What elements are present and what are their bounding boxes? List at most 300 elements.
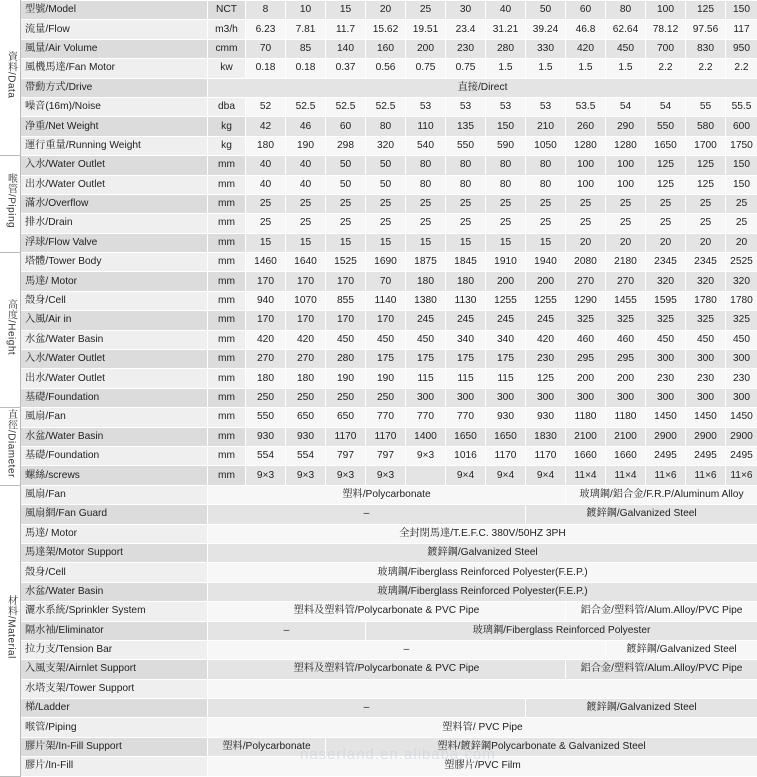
value-cell: 300 bbox=[566, 388, 606, 407]
value-cell: 1595 bbox=[646, 291, 686, 310]
value-cell: 15 bbox=[326, 233, 366, 252]
value-cell: 25 bbox=[606, 214, 646, 233]
value-cell: 1910 bbox=[486, 253, 526, 272]
value-cell: 25 bbox=[726, 194, 757, 213]
value-cell: 60 bbox=[326, 117, 366, 136]
value-cell: 80 bbox=[366, 117, 406, 136]
value-cell: 1.5 bbox=[606, 59, 646, 78]
value-cell: 97.56 bbox=[686, 20, 726, 39]
material-cell-b: 塑料/鍍鋅鋼Polycarbonate & Galvanized Steel bbox=[326, 737, 757, 756]
value-cell: 53.5 bbox=[566, 97, 606, 116]
material-cell-a: 塑料及塑料管/Polycarbonate & PVC Pipe bbox=[208, 660, 566, 679]
value-cell: 930 bbox=[526, 408, 566, 427]
row-label: 塔體/Tower Body bbox=[21, 253, 208, 272]
value-cell: 50 bbox=[526, 1, 566, 20]
unit-cell: mm bbox=[208, 388, 246, 407]
value-cell: 200 bbox=[526, 272, 566, 291]
value-cell: 9×3 bbox=[286, 466, 326, 485]
value-cell: 25 bbox=[406, 194, 446, 213]
value-cell: 940 bbox=[246, 291, 286, 310]
value-cell: 2345 bbox=[646, 253, 686, 272]
value-cell: 25 bbox=[486, 194, 526, 213]
unit-cell: mm bbox=[208, 369, 246, 388]
row-label: 膠片/In-Fill bbox=[21, 757, 208, 776]
value-cell: 300 bbox=[446, 388, 486, 407]
value-cell: 25 bbox=[566, 194, 606, 213]
value-cell: 2.2 bbox=[646, 59, 686, 78]
value-cell: 25 bbox=[686, 214, 726, 233]
value-cell: 53 bbox=[406, 97, 446, 116]
value-cell: 25 bbox=[406, 1, 446, 20]
value-cell: 260 bbox=[566, 117, 606, 136]
value-cell: 80 bbox=[526, 175, 566, 194]
value-cell: 230 bbox=[686, 369, 726, 388]
value-cell: 245 bbox=[446, 311, 486, 330]
value-cell: 52.5 bbox=[286, 97, 326, 116]
table-row bbox=[1, 446, 757, 465]
unit-cell: mm bbox=[208, 253, 246, 272]
value-cell: 15 bbox=[446, 233, 486, 252]
merged-value-cell: 直接/Direct bbox=[208, 78, 757, 97]
value-cell: 25 bbox=[326, 214, 366, 233]
value-cell: 115 bbox=[406, 369, 446, 388]
value-cell: 53 bbox=[526, 97, 566, 116]
row-label: 運行重量/Running Weight bbox=[21, 136, 208, 155]
value-cell: 2900 bbox=[686, 427, 726, 446]
merged-value-cell: 全封閉馬達/T.E.F.C. 380V/50HZ 3PH bbox=[208, 524, 757, 543]
value-cell: 0.56 bbox=[366, 59, 406, 78]
value-cell: 52 bbox=[246, 97, 286, 116]
value-cell: 25 bbox=[526, 194, 566, 213]
value-cell: 180 bbox=[246, 369, 286, 388]
value-cell: 15 bbox=[406, 233, 446, 252]
value-cell: 325 bbox=[566, 311, 606, 330]
value-cell: 9×3 bbox=[246, 466, 286, 485]
row-label: 拉力支/Tension Bar bbox=[21, 640, 208, 659]
value-cell: 40 bbox=[246, 156, 286, 175]
value-cell: 53 bbox=[486, 97, 526, 116]
row-label: 膠片架/In-Fill Support bbox=[21, 737, 208, 756]
row-label: 噪音(16m)/Noise bbox=[21, 97, 208, 116]
value-cell: 80 bbox=[446, 175, 486, 194]
table-row bbox=[1, 621, 757, 640]
value-cell: 85 bbox=[286, 39, 326, 58]
row-label: 入水/Water Outlet bbox=[21, 350, 208, 369]
value-cell: 700 bbox=[646, 39, 686, 58]
table-row bbox=[1, 39, 757, 58]
material-cell-b: 鍍鋅鋼/Galvanized Steel bbox=[606, 640, 757, 659]
value-cell: 1180 bbox=[606, 408, 646, 427]
value-cell: 230 bbox=[526, 350, 566, 369]
table-row bbox=[1, 602, 757, 621]
value-cell: 70 bbox=[366, 272, 406, 291]
value-cell: 2.2 bbox=[686, 59, 726, 78]
row-label: 殼身/Cell bbox=[21, 563, 208, 582]
row-label: 馬達/ Motor bbox=[21, 524, 208, 543]
table-row bbox=[1, 253, 757, 272]
section-label bbox=[1, 1, 21, 156]
value-cell: 40 bbox=[246, 175, 286, 194]
value-cell: 0.18 bbox=[286, 59, 326, 78]
value-cell: 9×4 bbox=[526, 466, 566, 485]
value-cell: 2900 bbox=[726, 427, 757, 446]
value-cell: 110 bbox=[406, 117, 446, 136]
section-title: 材料/Material bbox=[5, 595, 17, 660]
unit-cell: mm bbox=[208, 156, 246, 175]
value-cell: 1650 bbox=[646, 136, 686, 155]
value-cell: 300 bbox=[726, 388, 757, 407]
merged-value-cell: 玻璃鋼/Fiberglass Reinforced Polyester(F.E.P.) bbox=[208, 563, 757, 582]
value-cell: 1400 bbox=[406, 427, 446, 446]
value-cell: 420 bbox=[566, 39, 606, 58]
material-cell-a: – bbox=[208, 621, 366, 640]
table-row bbox=[1, 330, 757, 349]
value-cell: 125 bbox=[646, 156, 686, 175]
value-cell: 25 bbox=[486, 214, 526, 233]
value-cell: 20 bbox=[366, 1, 406, 20]
value-cell: 320 bbox=[646, 272, 686, 291]
value-cell: 0.18 bbox=[246, 59, 286, 78]
unit-cell: m3/h bbox=[208, 20, 246, 39]
value-cell: 15 bbox=[486, 233, 526, 252]
value-cell: 1845 bbox=[446, 253, 486, 272]
value-cell: 450 bbox=[326, 330, 366, 349]
value-cell: 230 bbox=[646, 369, 686, 388]
table-row bbox=[1, 136, 757, 155]
row-label: 入水/Water Outlet bbox=[21, 156, 208, 175]
value-cell: 1170 bbox=[526, 446, 566, 465]
row-label: 水塔支架/Tower Support bbox=[21, 679, 208, 698]
value-cell: 1070 bbox=[286, 291, 326, 310]
value-cell: 7.81 bbox=[286, 20, 326, 39]
value-cell: 40 bbox=[286, 156, 326, 175]
material-cell-a: – bbox=[208, 699, 526, 718]
value-cell: 25 bbox=[726, 214, 757, 233]
value-cell: 300 bbox=[606, 388, 646, 407]
value-cell: 100 bbox=[566, 156, 606, 175]
value-cell: 125 bbox=[526, 369, 566, 388]
value-cell: 25 bbox=[606, 194, 646, 213]
value-cell: 9×3 bbox=[366, 466, 406, 485]
value-cell: 23.4 bbox=[446, 20, 486, 39]
table-row bbox=[1, 175, 757, 194]
value-cell: 9×3 bbox=[406, 446, 446, 465]
row-label: 螺絲/screws bbox=[21, 466, 208, 485]
value-cell: 25 bbox=[366, 214, 406, 233]
unit-cell: mm bbox=[208, 272, 246, 291]
value-cell: 1660 bbox=[566, 446, 606, 465]
section-label bbox=[1, 253, 21, 408]
value-cell: 930 bbox=[246, 427, 286, 446]
value-cell: 250 bbox=[326, 388, 366, 407]
row-label: 出水/Water Outlet bbox=[21, 175, 208, 194]
value-cell: 300 bbox=[646, 350, 686, 369]
value-cell: 295 bbox=[566, 350, 606, 369]
material-cell-a: 塑料/Polycarbonate bbox=[208, 737, 326, 756]
value-cell: 280 bbox=[326, 350, 366, 369]
value-cell: 1450 bbox=[646, 408, 686, 427]
row-label: 水盆/Water Basin bbox=[21, 427, 208, 446]
value-cell: 175 bbox=[486, 350, 526, 369]
value-cell: 190 bbox=[326, 369, 366, 388]
value-cell: 80 bbox=[486, 175, 526, 194]
value-cell: 100 bbox=[606, 156, 646, 175]
table-row bbox=[1, 485, 757, 504]
row-label: 入風/Air in bbox=[21, 311, 208, 330]
value-cell: 2345 bbox=[686, 253, 726, 272]
unit-cell: mm bbox=[208, 311, 246, 330]
value-cell: 2900 bbox=[646, 427, 686, 446]
value-cell bbox=[406, 466, 446, 485]
value-cell: 250 bbox=[286, 388, 326, 407]
unit-cell: NCT bbox=[208, 1, 246, 20]
value-cell: 1050 bbox=[526, 136, 566, 155]
material-cell-b: 玻璃鋼/Fiberglass Reinforced Polyester bbox=[366, 621, 757, 640]
row-label: 滿水/Overflow bbox=[21, 194, 208, 213]
value-cell: 40 bbox=[486, 1, 526, 20]
value-cell: 460 bbox=[566, 330, 606, 349]
row-label: 喉管/Piping bbox=[21, 718, 208, 737]
value-cell: 80 bbox=[406, 156, 446, 175]
row-label: 風機馬達/Fan Motor bbox=[21, 59, 208, 78]
value-cell: 600 bbox=[726, 117, 757, 136]
material-cell-b: 鋁合金/塑料管/Alum.Alloy/PVC Pipe bbox=[566, 660, 757, 679]
value-cell: 150 bbox=[486, 117, 526, 136]
value-cell: 125 bbox=[686, 1, 726, 20]
table-row bbox=[1, 679, 757, 698]
unit-cell: kg bbox=[208, 117, 246, 136]
value-cell: 325 bbox=[646, 311, 686, 330]
value-cell: 80 bbox=[406, 175, 446, 194]
table-row bbox=[1, 660, 757, 679]
value-cell: 280 bbox=[486, 39, 526, 58]
value-cell: 230 bbox=[726, 369, 757, 388]
table-row bbox=[1, 194, 757, 213]
material-cell-b: 鋁合金/塑料管/Alum.Alloy/PVC Pipe bbox=[566, 602, 757, 621]
row-label: 梯/Ladder bbox=[21, 699, 208, 718]
value-cell: 2525 bbox=[726, 253, 757, 272]
value-cell: 1940 bbox=[526, 253, 566, 272]
value-cell: 115 bbox=[446, 369, 486, 388]
value-cell: 300 bbox=[486, 388, 526, 407]
value-cell: 135 bbox=[446, 117, 486, 136]
section-label bbox=[1, 156, 21, 253]
value-cell: 320 bbox=[726, 272, 757, 291]
row-label: 基礎/Foundation bbox=[21, 446, 208, 465]
value-cell: 855 bbox=[326, 291, 366, 310]
value-cell: 325 bbox=[606, 311, 646, 330]
value-cell: 30 bbox=[446, 1, 486, 20]
value-cell: 325 bbox=[686, 311, 726, 330]
value-cell: 550 bbox=[246, 408, 286, 427]
value-cell: 1780 bbox=[726, 291, 757, 310]
value-cell: 2100 bbox=[606, 427, 646, 446]
value-cell: 950 bbox=[726, 39, 757, 58]
table-row bbox=[1, 214, 757, 233]
value-cell: 1380 bbox=[406, 291, 446, 310]
value-cell: 460 bbox=[606, 330, 646, 349]
value-cell: 290 bbox=[606, 117, 646, 136]
table-row bbox=[1, 156, 757, 175]
value-cell: 2495 bbox=[686, 446, 726, 465]
unit-cell: mm bbox=[208, 446, 246, 465]
value-cell: 125 bbox=[646, 175, 686, 194]
value-cell: 25 bbox=[446, 214, 486, 233]
value-cell: 450 bbox=[406, 330, 446, 349]
value-cell: 580 bbox=[686, 117, 726, 136]
material-cell-b: 鍍鋅鋼/Galvanized Steel bbox=[526, 505, 757, 524]
value-cell: 70 bbox=[246, 39, 286, 58]
value-cell: 80 bbox=[486, 156, 526, 175]
value-cell: 20 bbox=[646, 233, 686, 252]
row-label: 净重/Net Weight bbox=[21, 117, 208, 136]
value-cell: 1255 bbox=[486, 291, 526, 310]
value-cell: 420 bbox=[526, 330, 566, 349]
material-cell-a: – bbox=[208, 505, 526, 524]
value-cell: 1170 bbox=[366, 427, 406, 446]
table-row bbox=[1, 20, 757, 39]
value-cell: 230 bbox=[446, 39, 486, 58]
table-row bbox=[1, 291, 757, 310]
value-cell: 340 bbox=[486, 330, 526, 349]
merged-value-cell: 玻璃鋼/Fiberglass Reinforced Polyester(F.E.P.) bbox=[208, 582, 757, 601]
material-cell-a: 塑料/Polycarbonate bbox=[208, 485, 566, 504]
value-cell: 1690 bbox=[366, 253, 406, 272]
value-cell: 1170 bbox=[486, 446, 526, 465]
value-cell: 340 bbox=[446, 330, 486, 349]
value-cell: 295 bbox=[606, 350, 646, 369]
value-cell: 80 bbox=[526, 156, 566, 175]
value-cell: 80 bbox=[606, 1, 646, 20]
material-cell-a: – bbox=[208, 640, 606, 659]
row-label: 風量/Air Volume bbox=[21, 39, 208, 58]
value-cell: 60 bbox=[566, 1, 606, 20]
value-cell: 450 bbox=[366, 330, 406, 349]
value-cell: 245 bbox=[526, 311, 566, 330]
value-cell: 25 bbox=[406, 214, 446, 233]
value-cell: 1450 bbox=[686, 408, 726, 427]
value-cell: 1.5 bbox=[486, 59, 526, 78]
value-cell: 25 bbox=[326, 194, 366, 213]
value-cell: 0.75 bbox=[446, 59, 486, 78]
table-row bbox=[1, 117, 757, 136]
row-label: 基礎/Foundation bbox=[21, 388, 208, 407]
table-row bbox=[1, 563, 757, 582]
value-cell: 180 bbox=[406, 272, 446, 291]
section-title: 高度/Height bbox=[5, 298, 17, 355]
value-cell: 650 bbox=[326, 408, 366, 427]
value-cell: 590 bbox=[486, 136, 526, 155]
value-cell: 150 bbox=[726, 1, 757, 20]
section-label bbox=[1, 485, 21, 776]
value-cell: 52.5 bbox=[366, 97, 406, 116]
value-cell: 2180 bbox=[606, 253, 646, 272]
value-cell: 6.23 bbox=[246, 20, 286, 39]
value-cell: 200 bbox=[566, 369, 606, 388]
value-cell: 180 bbox=[446, 272, 486, 291]
row-label: 入風支架/Airnlet Support bbox=[21, 660, 208, 679]
value-cell: 50 bbox=[326, 175, 366, 194]
material-cell-b: 玻璃鋼/鋁合金/F.R.P/Aluminum Alloy bbox=[566, 485, 757, 504]
value-cell: 1875 bbox=[406, 253, 446, 272]
unit-cell: mm bbox=[208, 408, 246, 427]
unit-cell: mm bbox=[208, 427, 246, 446]
value-cell: 270 bbox=[566, 272, 606, 291]
value-cell: 160 bbox=[366, 39, 406, 58]
value-cell: 300 bbox=[406, 388, 446, 407]
section-label bbox=[1, 408, 21, 486]
value-cell: 270 bbox=[286, 350, 326, 369]
value-cell: 300 bbox=[726, 350, 757, 369]
watermark: naserland.en.alibaba.com bbox=[300, 746, 496, 763]
value-cell: 55.5 bbox=[726, 97, 757, 116]
value-cell: 1130 bbox=[446, 291, 486, 310]
value-cell: 150 bbox=[726, 175, 757, 194]
value-cell: 1460 bbox=[246, 253, 286, 272]
value-cell: 170 bbox=[286, 272, 326, 291]
value-cell: 25 bbox=[286, 214, 326, 233]
unit-cell: dba bbox=[208, 97, 246, 116]
value-cell: 15 bbox=[326, 1, 366, 20]
value-cell: 15 bbox=[366, 233, 406, 252]
unit-cell: mm bbox=[208, 194, 246, 213]
value-cell: 55 bbox=[686, 97, 726, 116]
value-cell: 40 bbox=[286, 175, 326, 194]
value-cell: 300 bbox=[526, 388, 566, 407]
value-cell: 1.5 bbox=[526, 59, 566, 78]
value-cell: 830 bbox=[686, 39, 726, 58]
value-cell: 31.21 bbox=[486, 20, 526, 39]
value-cell: 1650 bbox=[486, 427, 526, 446]
table-row bbox=[1, 311, 757, 330]
table-row bbox=[1, 466, 757, 485]
table-row bbox=[1, 272, 757, 291]
value-cell: 2100 bbox=[566, 427, 606, 446]
value-cell: 190 bbox=[286, 136, 326, 155]
value-cell: 62.64 bbox=[606, 20, 646, 39]
value-cell: 54 bbox=[606, 97, 646, 116]
row-label: 風扇/Fan bbox=[21, 408, 208, 427]
value-cell: 20 bbox=[606, 233, 646, 252]
value-cell: 325 bbox=[726, 311, 757, 330]
table-row bbox=[1, 369, 757, 388]
value-cell: 1525 bbox=[326, 253, 366, 272]
value-cell: 770 bbox=[406, 408, 446, 427]
row-label: 馬達/ Motor bbox=[21, 272, 208, 291]
row-label: 型號/Model bbox=[21, 1, 208, 20]
unit-cell: cmm bbox=[208, 39, 246, 58]
value-cell: 42 bbox=[246, 117, 286, 136]
unit-cell: mm bbox=[208, 233, 246, 252]
value-cell: 450 bbox=[646, 330, 686, 349]
table-row bbox=[1, 1, 757, 20]
value-cell: 25 bbox=[526, 214, 566, 233]
value-cell: 1455 bbox=[606, 291, 646, 310]
value-cell: 1830 bbox=[526, 427, 566, 446]
value-cell: 200 bbox=[406, 39, 446, 58]
value-cell: 2.2 bbox=[726, 59, 757, 78]
value-cell: 20 bbox=[686, 233, 726, 252]
value-cell: 25 bbox=[686, 194, 726, 213]
value-cell: 200 bbox=[606, 369, 646, 388]
value-cell: 1660 bbox=[606, 446, 646, 465]
value-cell: 170 bbox=[286, 311, 326, 330]
table-row bbox=[1, 97, 757, 116]
merged-value-cell: 鍍鋅鋼/Galvanized Steel bbox=[208, 543, 757, 562]
table-row bbox=[1, 718, 757, 737]
value-cell: 770 bbox=[366, 408, 406, 427]
value-cell: 170 bbox=[326, 272, 366, 291]
